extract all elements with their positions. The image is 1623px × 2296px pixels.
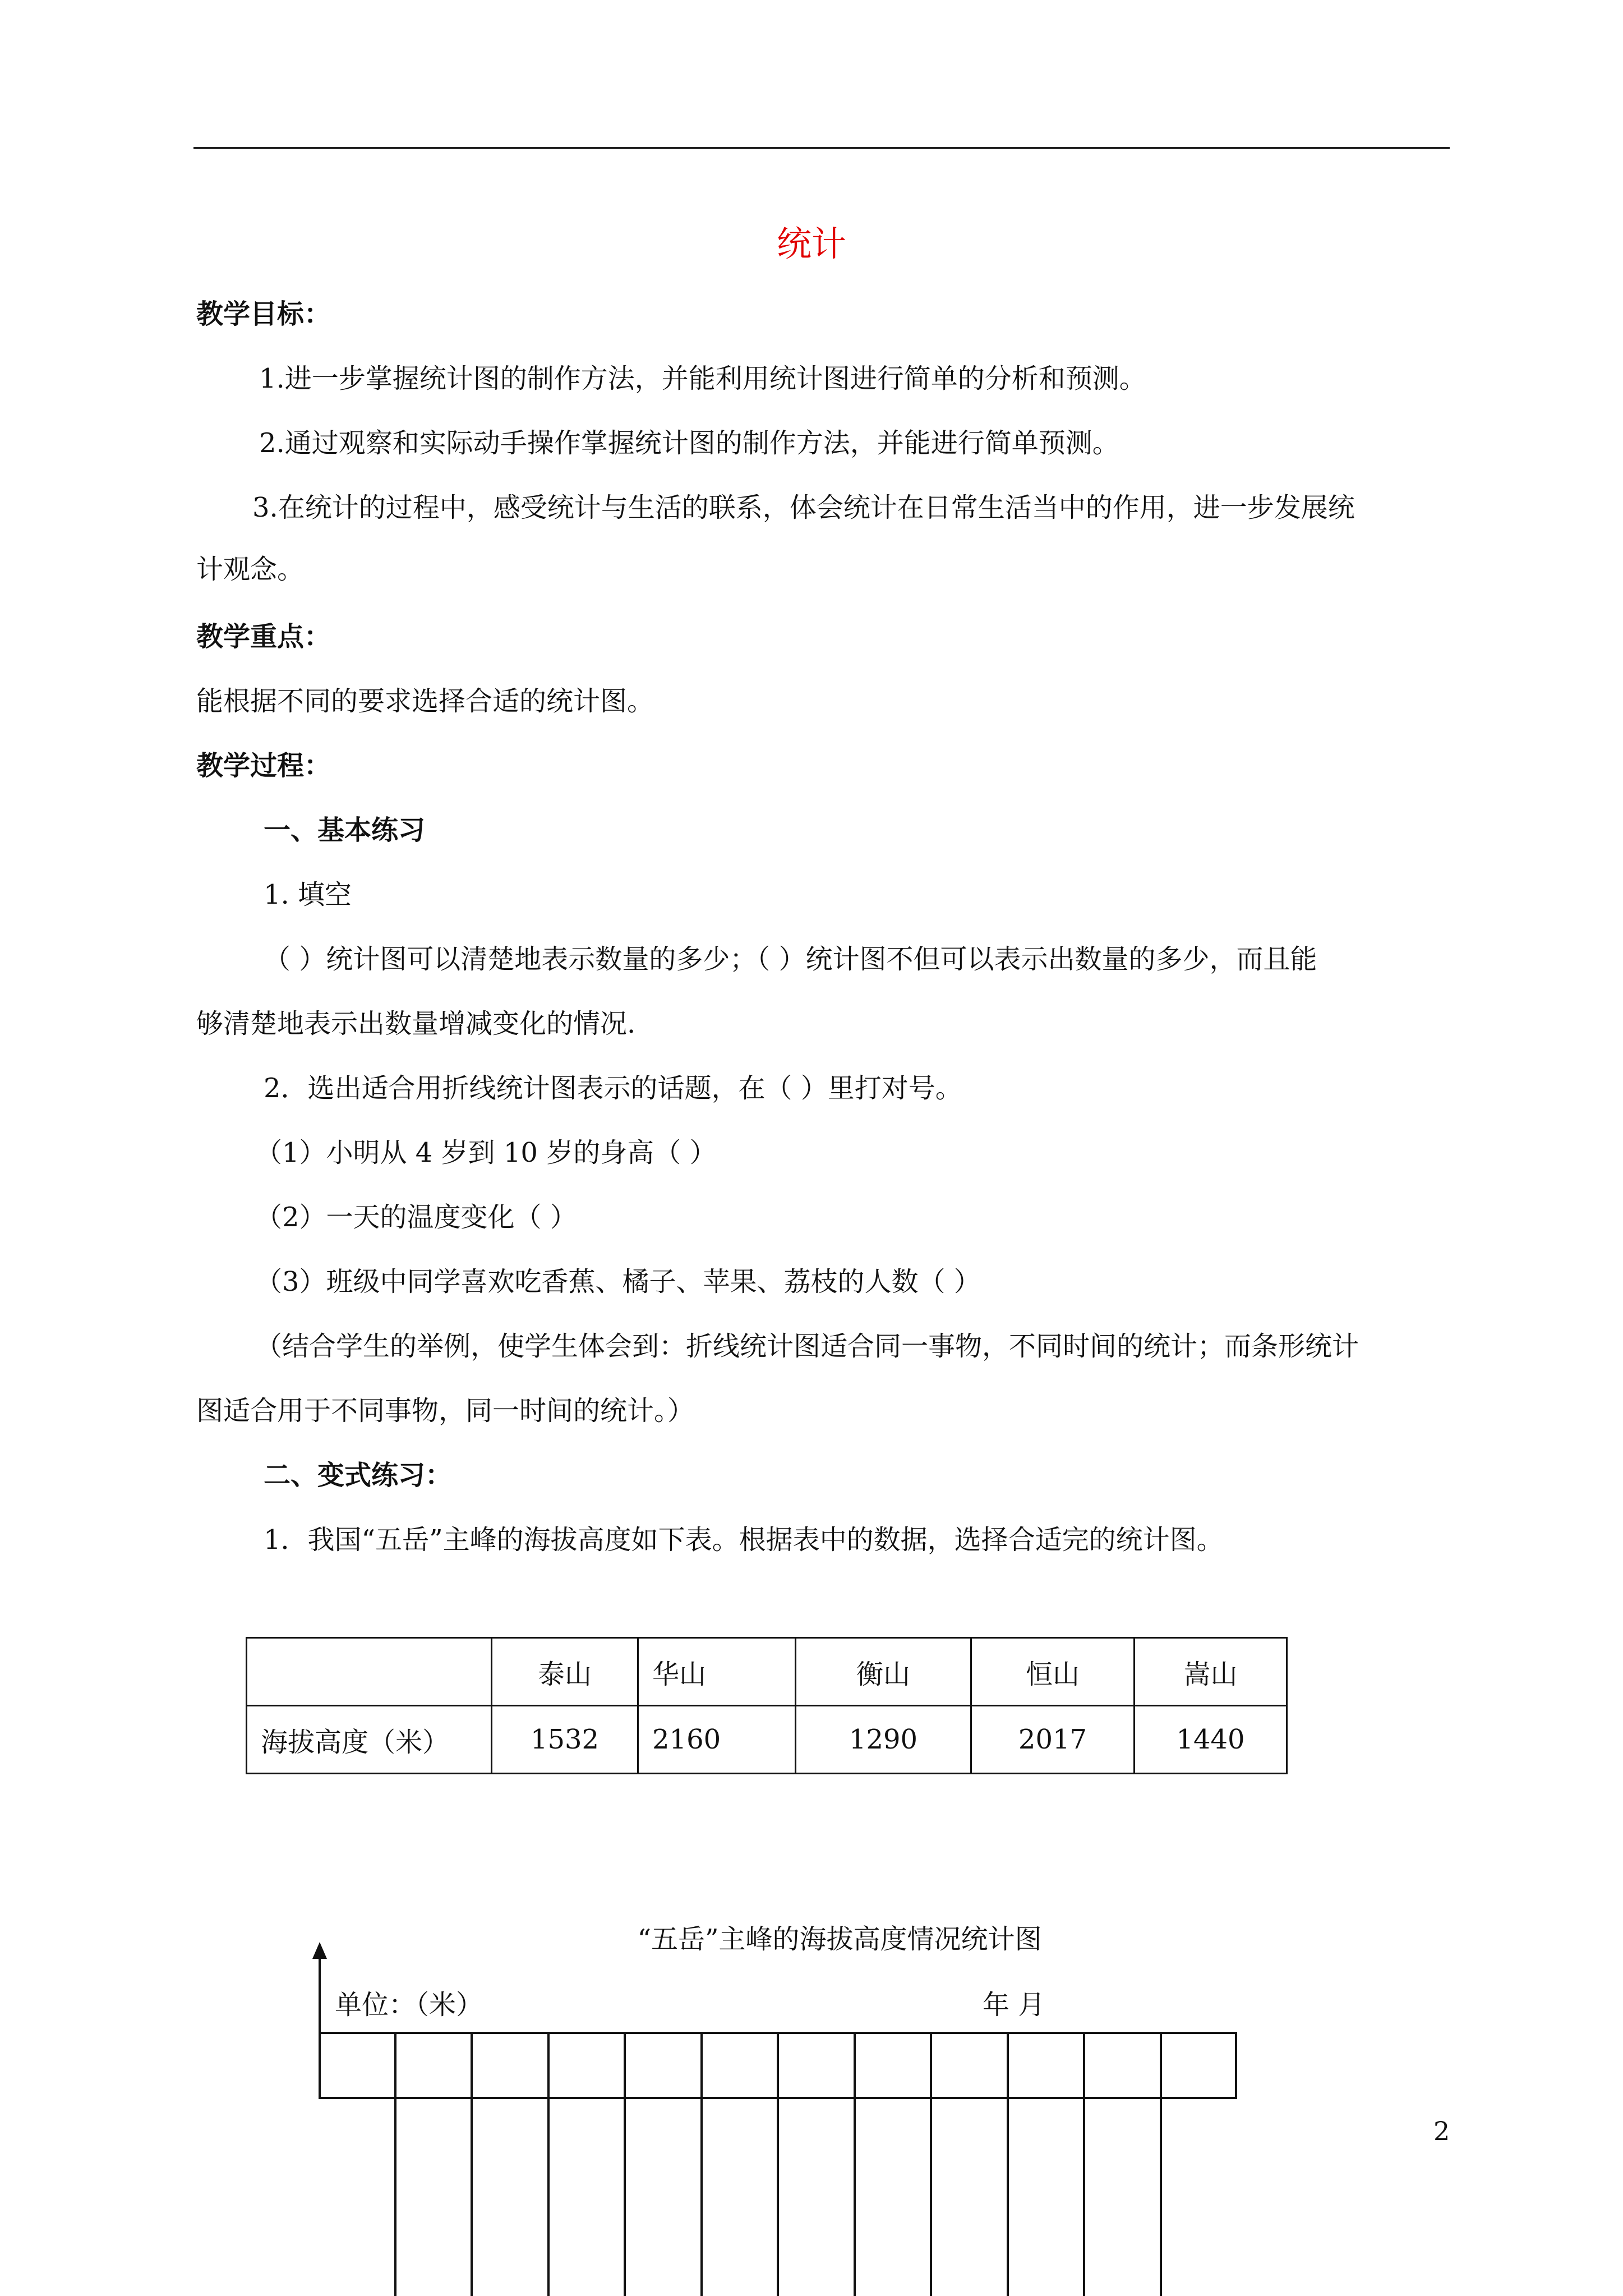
- focus-heading: 教学重点：: [196, 621, 331, 652]
- table-cell: [247, 1638, 492, 1706]
- table-cell: 华山: [638, 1638, 796, 1706]
- note-line-1: （结合学生的举例，使学生体会到：折线统计图适合同一事物，不同时间的统计；而条形统计: [255, 1331, 1359, 1362]
- note-line-2: 图适合用于不同事物，同一时间的统计。）: [196, 1395, 695, 1427]
- chart-unit-label: 单位：（米）: [335, 1989, 483, 2021]
- fill-line-1: （ ）统计图可以清楚地表示数量的多少；（ ）统计图不但可以表示出数量的多少，而且能: [264, 944, 1317, 975]
- chart-grid-line: [1083, 2032, 1085, 2296]
- objective-3: 3.在统计的过程中，感受统计与生活的联系，体会统计在日常生活当中的作用，进一步发展统: [252, 492, 1355, 523]
- chart-grid-line: [1007, 2032, 1009, 2296]
- table-row: [247, 1638, 1287, 1706]
- chart-grid-line: [1160, 2032, 1162, 2296]
- table-cell: 2017: [971, 1706, 1135, 1774]
- section2-heading: 二、变式练习：: [264, 1460, 453, 1491]
- chart-grid-line: [930, 2032, 932, 2296]
- chart-grid-line: [547, 2032, 550, 2296]
- fill-label: 1. 填空: [264, 879, 352, 910]
- chart-grid-line: [700, 2032, 703, 2296]
- chart-title: “五岳”主峰的海拔高度情况统计图: [637, 1924, 1042, 1955]
- process-heading: 教学过程：: [196, 750, 331, 781]
- table-cell: 恒山: [971, 1638, 1135, 1706]
- objectives-heading: 教学目标：: [196, 298, 331, 330]
- chart-grid-line: [854, 2032, 856, 2296]
- table-row-header: 海拔高度（米）: [247, 1706, 492, 1774]
- chart-grid-line: [394, 2032, 396, 2296]
- chart-grid-line: [471, 2032, 473, 2296]
- table-row: [247, 1706, 1287, 1774]
- chart-date-label: 年 月: [983, 1989, 1045, 2021]
- y-axis: [319, 1953, 321, 2032]
- page-number: 2: [1433, 2116, 1450, 2146]
- table-cell: 衡山: [796, 1638, 971, 1706]
- chart-grid-line: [777, 2032, 779, 2296]
- focus-text: 能根据不同的要求选择合适的统计图。: [196, 685, 654, 717]
- objective-3-cont: 计观念。: [196, 554, 305, 585]
- chart-grid-line: [624, 2032, 626, 2296]
- question-2: 2．选出适合用折线统计图表示的话题，在（ ）里打对号。: [264, 1073, 962, 1104]
- table-cell: 1290: [796, 1706, 971, 1774]
- table-cell: 1440: [1135, 1706, 1287, 1774]
- table-cell: 嵩山: [1135, 1638, 1287, 1706]
- table-cell: 2160: [638, 1706, 796, 1774]
- page-title: 统计: [776, 223, 846, 264]
- question-2-item-1: （1）小明从 4 岁到 10 岁的身高（ ）: [255, 1137, 717, 1168]
- objective-1: 1.进一步掌握统计图的制作方法，并能利用统计图进行简单的分析和预测。: [259, 363, 1146, 394]
- mountain-table: [246, 1637, 1288, 1774]
- table-cell: 泰山: [492, 1638, 638, 1706]
- fill-line-2: 够清楚地表示出数量增减变化的情况.: [196, 1008, 636, 1039]
- section1-heading: 一、基本练习: [264, 815, 426, 846]
- header-rule: [193, 147, 1450, 149]
- question-2-item-2: （2）一天的温度变化（ ）: [255, 1202, 577, 1233]
- table-cell: 1532: [492, 1706, 638, 1774]
- objective-2: 2.通过观察和实际动手操作掌握统计图的制作方法，并能进行简单预测。: [259, 427, 1119, 459]
- exercise-1: 1．我国“五岳”主峰的海拔高度如下表。根据表中的数据，选择合适完的统计图。: [264, 1524, 1224, 1556]
- question-2-item-3: （3）班级中同学喜欢吃香蕉、橘子、苹果、荔枝的人数（ ）: [255, 1266, 981, 1297]
